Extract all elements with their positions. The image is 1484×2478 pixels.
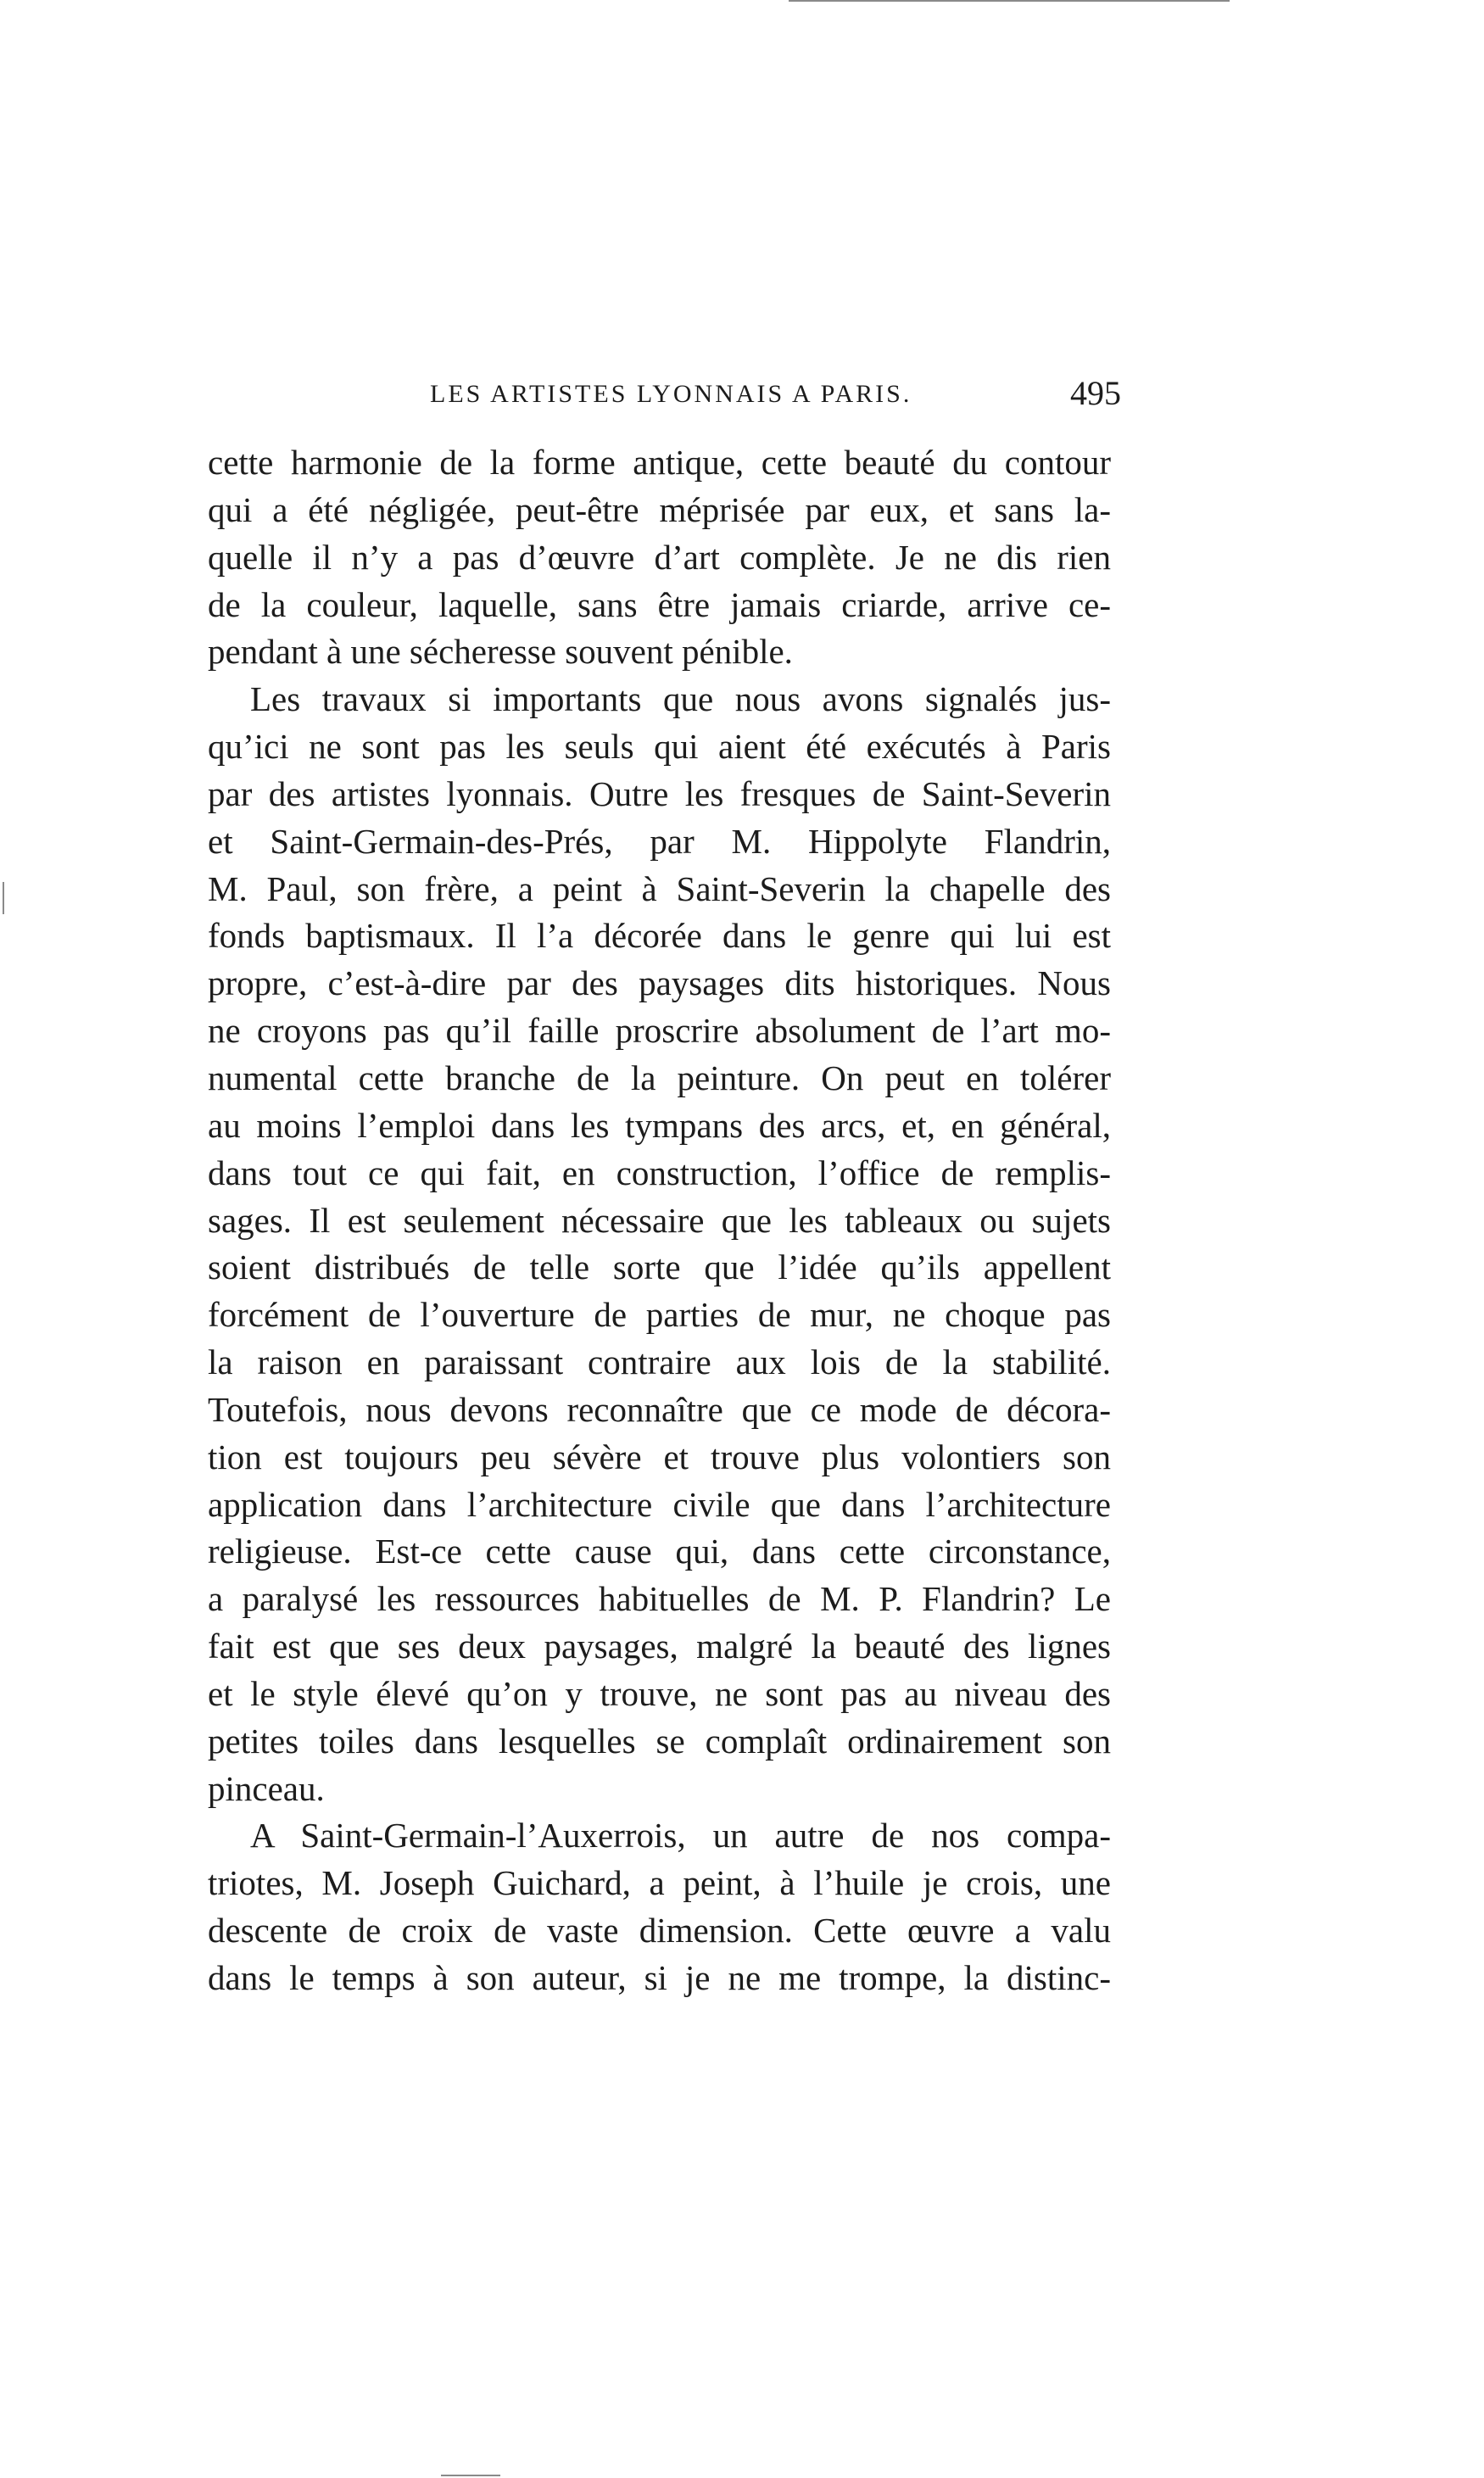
text-line: quelle il n’y a pas d’œuvre d’art complète. Je ne dis rien [208, 537, 1111, 577]
text-line: numental cette branche de la peinture. On peut en tolérer [208, 1058, 1111, 1097]
text-line: a paralysé les ressources habituelles de M. P. Flandrin? Le [208, 1579, 1111, 1619]
text-line: triotes, M. Joseph Guichard, a peint, à l’huile je crois, une [208, 1863, 1111, 1903]
text-line: qu’ici ne sont pas les seuls qui aient été exécutés à Paris [208, 727, 1111, 767]
text-line: par des artistes lyonnais. Outre les fresques de Saint-Severin [208, 773, 1111, 813]
text-line: fonds baptismaux. Il l’a décorée dans le genre qui lui est [208, 916, 1111, 956]
text-line: soient distribués de telle sorte que l’idée qu’ils appellent [208, 1247, 1111, 1287]
scan-mark-left-edge [3, 882, 4, 914]
text-line: Les travaux si importants que nous avons signalés jus- [250, 679, 1111, 719]
text-line: de la couleur, laquelle, sans être jamais criarde, arrive ce- [208, 584, 1111, 624]
text-line: religieuse. Est-ce cette cause qui, dans cette circonstance, [208, 1532, 1111, 1571]
text-line: dans le temps à son auteur, si je ne me trompe, la distinc- [208, 1958, 1111, 1997]
text-line: et Saint-Germain-des-Prés, par M. Hippolyte Flandrin, [208, 821, 1111, 861]
scan-rule-top [789, 0, 1230, 2]
body-text [208, 439, 1111, 2002]
text-line: au moins l’emploi dans les tympans des arcs, et, en général, [208, 1105, 1111, 1145]
text-line: la raison en paraissant contraire aux lois de la stabilité. [208, 1342, 1111, 1382]
text-line: qui a été négligée, peut-être méprisée par eux, et sans la- [208, 489, 1111, 529]
text-line: et le style élevé qu’on y trouve, ne sont pas au niveau des [208, 1673, 1111, 1713]
text-line: ne croyons pas qu’il faille proscrire absolument de l’art mo- [208, 1011, 1111, 1051]
text-line: pinceau. [208, 1768, 325, 1808]
text-line: propre, c’est-à-dire par des paysages dits historiques. Nous [208, 963, 1111, 1003]
running-head [208, 373, 1128, 424]
text-line: descente de croix de vaste dimension. Cette œuvre a valu [208, 1911, 1111, 1951]
text-line: pendant à une sécheresse souvent pénible. [208, 632, 793, 672]
page-number: 495 [1070, 374, 1121, 412]
text-line: forcément de l’ouverture de parties de mur, ne choque pas [208, 1295, 1111, 1335]
text-line: cette harmonie de la forme antique, cette beauté du contour [208, 443, 1111, 482]
text-line: application dans l’architecture civile que dans l’architecture [208, 1484, 1111, 1524]
text-line: M. Paul, son frère, a peint à Saint-Severin la chapelle des [208, 868, 1111, 908]
text-line: dans tout ce qui fait, en construction, l’office de remplis- [208, 1152, 1111, 1192]
text-line: fait est que ses deux paysages, malgré la beauté des lignes [208, 1627, 1111, 1666]
text-line: tion est toujours peu sévère et trouve plus volontiers son [208, 1437, 1111, 1476]
text-line: A Saint-Germain-l’Auxerrois, un autre de nos compa- [250, 1816, 1111, 1856]
text-line: Toutefois, nous devons reconnaître que ce mode de décora- [208, 1389, 1111, 1429]
text-line: petites toiles dans lesquelles se complaît ordinairement son [208, 1721, 1111, 1761]
scan-rule-bottom [441, 2475, 500, 2476]
text-line: sages. Il est seulement nécessaire que les tableaux ou sujets [208, 1200, 1111, 1240]
running-title: LES ARTISTES LYONNAIS A PARIS. [430, 380, 912, 408]
